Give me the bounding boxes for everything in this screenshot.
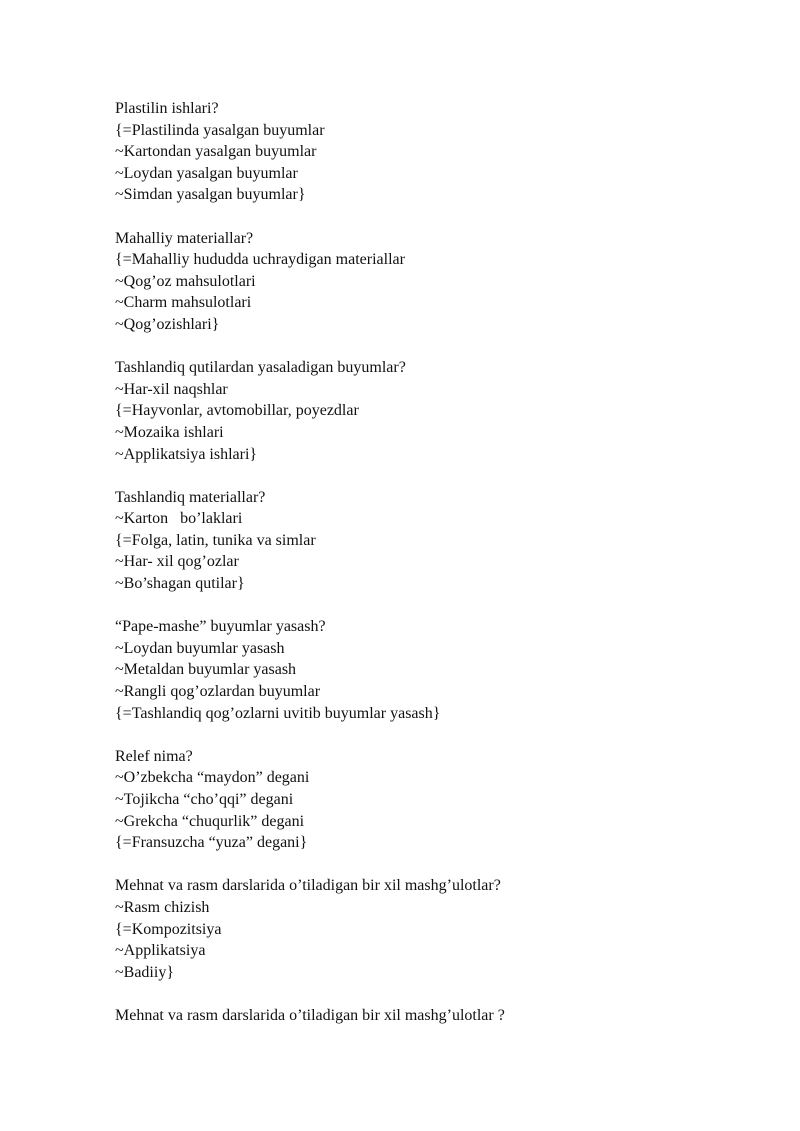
- question-text: Tashlandiq qutilardan yasaladigan buyumlar?: [115, 359, 406, 377]
- answer-option: ~Mozaika ishlari: [115, 423, 224, 441]
- answer-option: ~Badiiy}: [115, 963, 174, 981]
- answer-option: {=Mahalliy hududda uchraydigan materiallar: [115, 251, 405, 269]
- answer-option: ~Applikatsiya ishlari}: [115, 445, 258, 463]
- question-text: Mahalliy materiallar?: [115, 229, 254, 247]
- answer-option: ~O’zbekcha “maydon” degani: [115, 769, 310, 787]
- answer-option: ~Karton bo’laklari: [115, 510, 243, 528]
- answer-option: ~Charm mahsulotlari: [115, 294, 252, 312]
- question-text: Tashlandiq materiallar?: [115, 488, 266, 506]
- answer-option: {=Tashlandiq qog’ozlarni uvitib buyumlar yasash}: [115, 704, 441, 722]
- answer-option: ~Qog’oz mahsulotlari: [115, 272, 256, 290]
- answer-option: ~Metaldan buyumlar yasash: [115, 661, 297, 679]
- answer-option: ~Rasm chizish: [115, 898, 210, 916]
- question-text: Mehnat va rasm darslarida o’tiladigan bir xil mashg’ulotlar ?: [115, 1006, 505, 1024]
- answer-option: ~Har-xil naqshlar: [115, 380, 228, 398]
- question-block-2: [115, 228, 755, 336]
- answer-option: ~Simdan yasalgan buyumlar}: [115, 186, 306, 204]
- question-text: “Pape-mashe” buyumlar yasash?: [115, 618, 326, 636]
- answer-option: ~Rangli qog’ozlardan buyumlar: [115, 683, 321, 701]
- answer-option: {=Fransuzcha “yuza” degani}: [115, 834, 308, 852]
- answer-option: ~Qog’ozishlari}: [115, 315, 220, 333]
- answer-option: {=Hayvonlar, avtomobillar, poyezdlar: [115, 402, 359, 420]
- question-block-6: [115, 746, 755, 854]
- document-content: [115, 98, 755, 1048]
- answer-option: {=Kompozitsiya: [115, 920, 222, 938]
- answer-option: ~Loydan buyumlar yasash: [115, 639, 285, 657]
- question-block-1: [115, 98, 755, 206]
- question-text: Plastilin ishlari?: [115, 100, 219, 117]
- question-block-7: [115, 875, 755, 983]
- question-text: Relef nima?: [115, 747, 193, 765]
- answer-option: ~Grekcha “chuqurlik” degani: [115, 812, 305, 830]
- question-block-4: [115, 487, 755, 595]
- answer-option: ~Tojikcha “cho’qqi” degani: [115, 791, 294, 808]
- question-block-3: [115, 357, 755, 465]
- answer-option: ~Bo’shagan qutilar}: [115, 575, 245, 593]
- question-text: Mehnat va rasm darslarida o’tiladigan bir xil mashg’ulotlar?: [115, 877, 501, 895]
- question-block-8: [115, 1005, 755, 1027]
- answer-option: ~Loydan yasalgan buyumlar: [115, 164, 298, 182]
- answer-option: ~Applikatsiya: [115, 942, 206, 960]
- question-block-5: [115, 616, 755, 724]
- answer-option: ~Har- xil qog’ozlar: [115, 553, 239, 571]
- answer-option: {=Plastilinda yasalgan buyumlar: [115, 121, 325, 139]
- answer-option: ~Kartondan yasalgan buyumlar: [115, 143, 317, 161]
- answer-option: {=Folga, latin, tunika va simlar: [115, 531, 316, 549]
